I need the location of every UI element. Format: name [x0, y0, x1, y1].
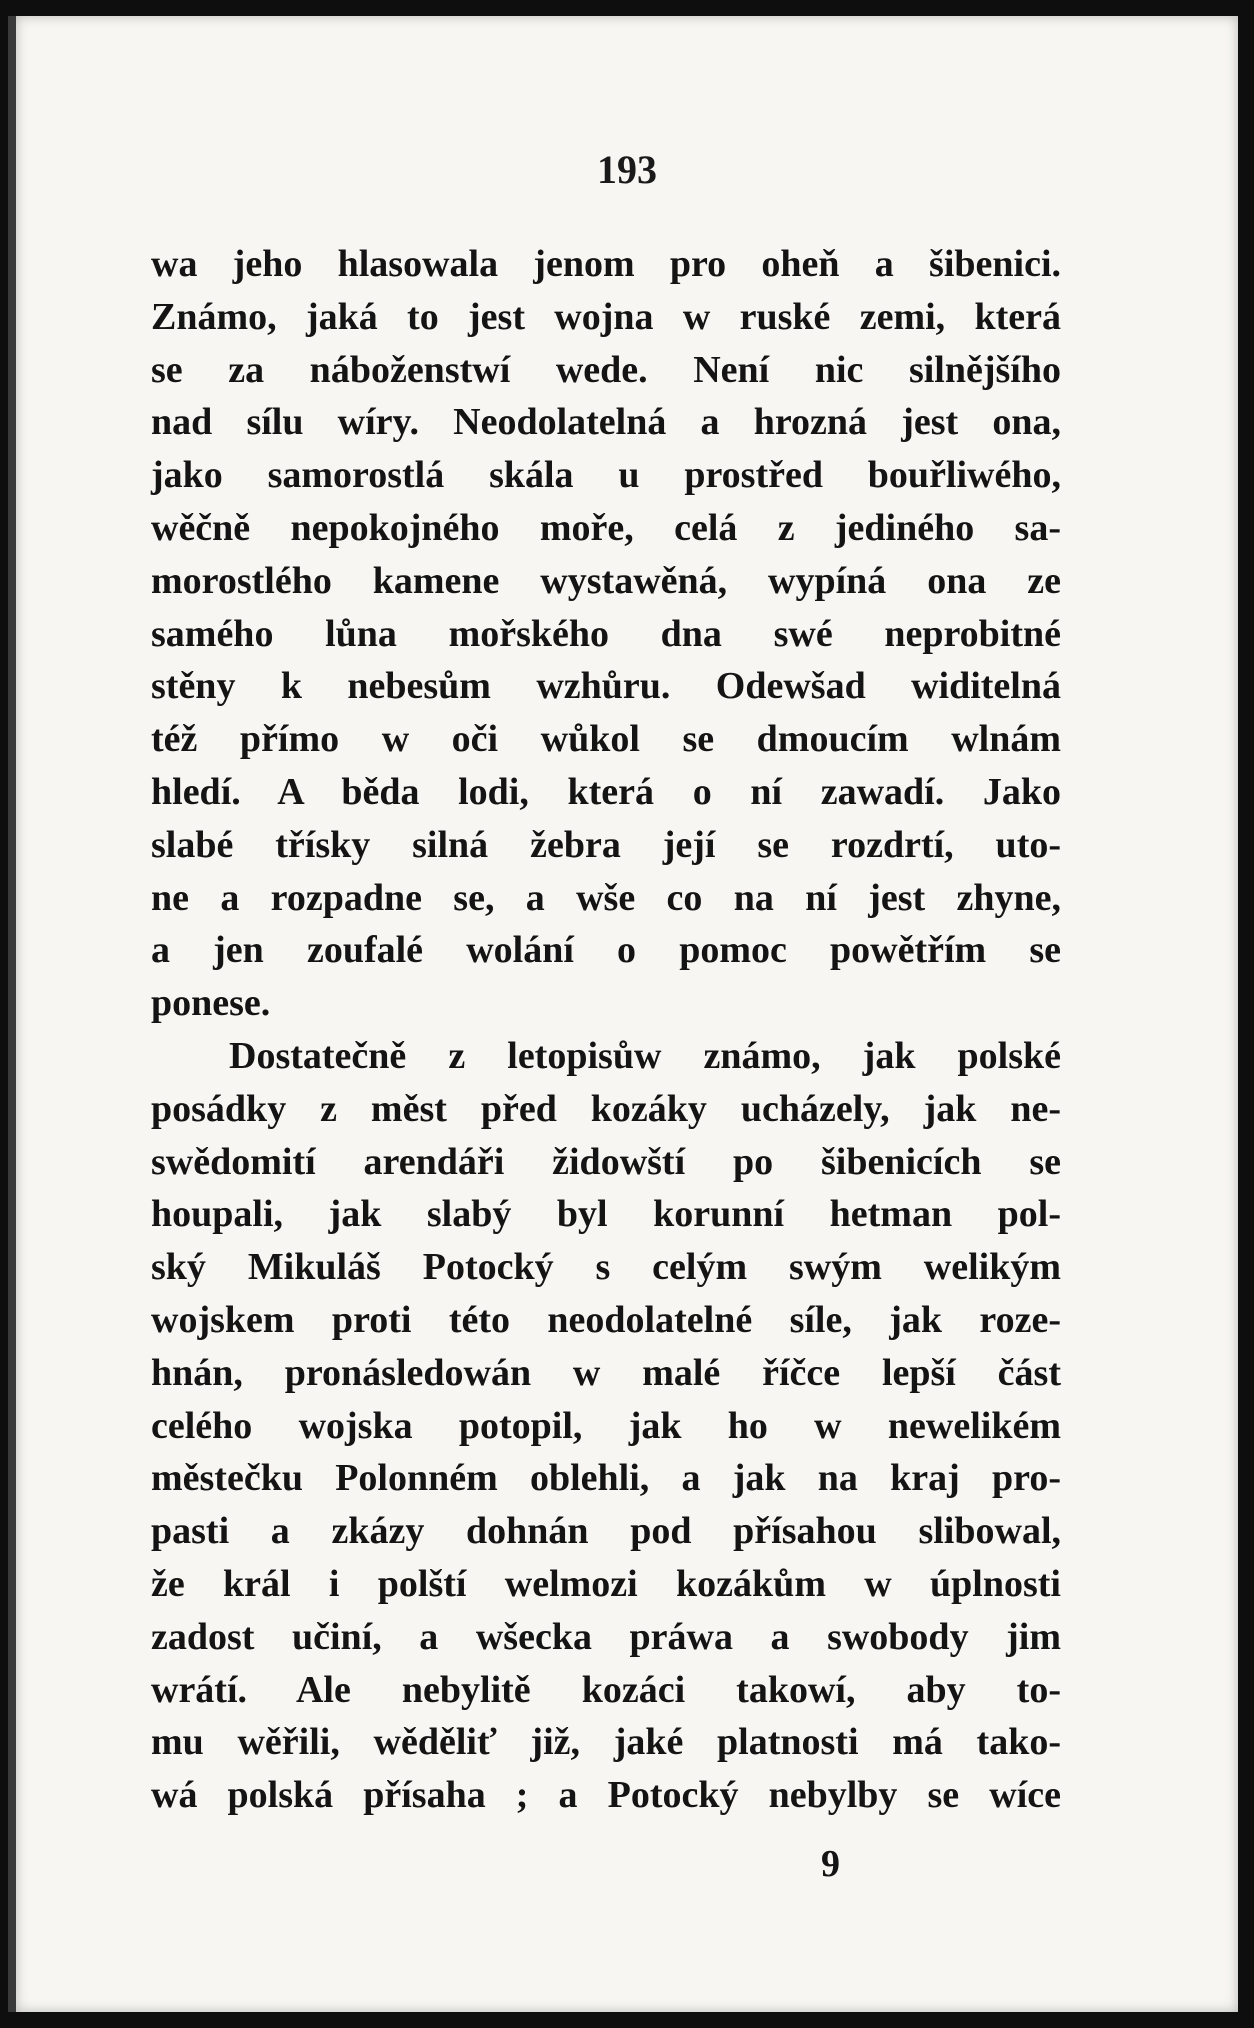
text-line: hledí. A běda lodi, která o ní zawadí. Jako	[151, 770, 1061, 813]
text-line: jako samorostlá skála u prostřed bouřliwého,	[151, 454, 1061, 497]
text-line: slabé třísky silná žebra její se rozdrtí, uto-	[151, 823, 1061, 866]
body-text	[151, 238, 1061, 1822]
paragraphs	[151, 238, 1061, 1822]
text-line: se za náboženstwí wede. Není nic silnějšího	[151, 348, 1061, 391]
text-line: wa jeho hlasowala jenom pro oheň a šibenici.	[151, 243, 1061, 285]
page-number: 193	[597, 147, 657, 192]
text-line: nad sílu wíry. Neodolatelná a hrozná jest ona,	[151, 401, 1061, 444]
text-line: wěčně nepokojného moře, celá z jediného sa-	[151, 506, 1061, 549]
text-line: ský Mikuláš Potocký s celým swým welikým	[151, 1246, 1061, 1289]
text-line: celého wojska potopil, jak ho w newelikém	[151, 1404, 1061, 1447]
text-line: ponese.	[151, 982, 271, 1025]
text-line: mu wěřili, wěděliť již, jaké platnosti má tako-	[151, 1721, 1061, 1764]
text-line: též přímo w oči wůkol se dmoucím wlnám	[151, 718, 1061, 761]
text-line: wrátí. Ale nebylitě kozáci takowí, aby to-	[151, 1668, 1061, 1711]
text-line: Dostatečně z letopisůw známo, jak polské	[229, 1034, 1061, 1077]
text-line: městečku Polonném oblehli, a jak na kraj pro-	[151, 1457, 1061, 1500]
text-line: swědomití arendáři židowští po šibenicích se	[151, 1140, 1061, 1183]
text-line: ne a rozpadne se, a wše co na ní jest zhyne,	[151, 876, 1061, 919]
text-line: zadost učiní, a wšecka práwa a swobody jim	[151, 1615, 1061, 1658]
book-page	[16, 16, 1238, 2012]
text-line: wá polská přísaha ; a Potocký nebylby se wíce	[151, 1774, 1061, 1817]
text-line: hnán, pronásledowán w malé říčce lepší část	[151, 1351, 1061, 1394]
text-line: že král i polští welmozi kozákům w úplnosti	[151, 1562, 1061, 1605]
text-line: stěny k nebesům wzhůru. Odewšad widitelná	[151, 665, 1061, 708]
text-line: posádky z měst před kozáky ucházely, jak ne-	[151, 1087, 1061, 1130]
text-line: wojskem proti této neodolatelné síle, jak roze-	[151, 1298, 1061, 1341]
page-left-edge	[8, 16, 16, 2012]
text-line: houpali, jak slabý byl korunní hetman pol-	[151, 1193, 1061, 1236]
text-line: a jen zoufalé wolání o pomoc powětřím se	[151, 929, 1061, 972]
text-line: morostlého kamene wystawěná, wypíná ona ze	[151, 559, 1061, 602]
text-line: samého lůna mořského dna swé neprobitné	[151, 612, 1061, 655]
text-line: pasti a zkázy dohnán pod přísahou slibowal,	[151, 1510, 1061, 1553]
text-line: Známo, jaká to jest wojna w ruské zemi, která	[151, 295, 1061, 338]
signature-mark: 9	[821, 1843, 840, 1885]
